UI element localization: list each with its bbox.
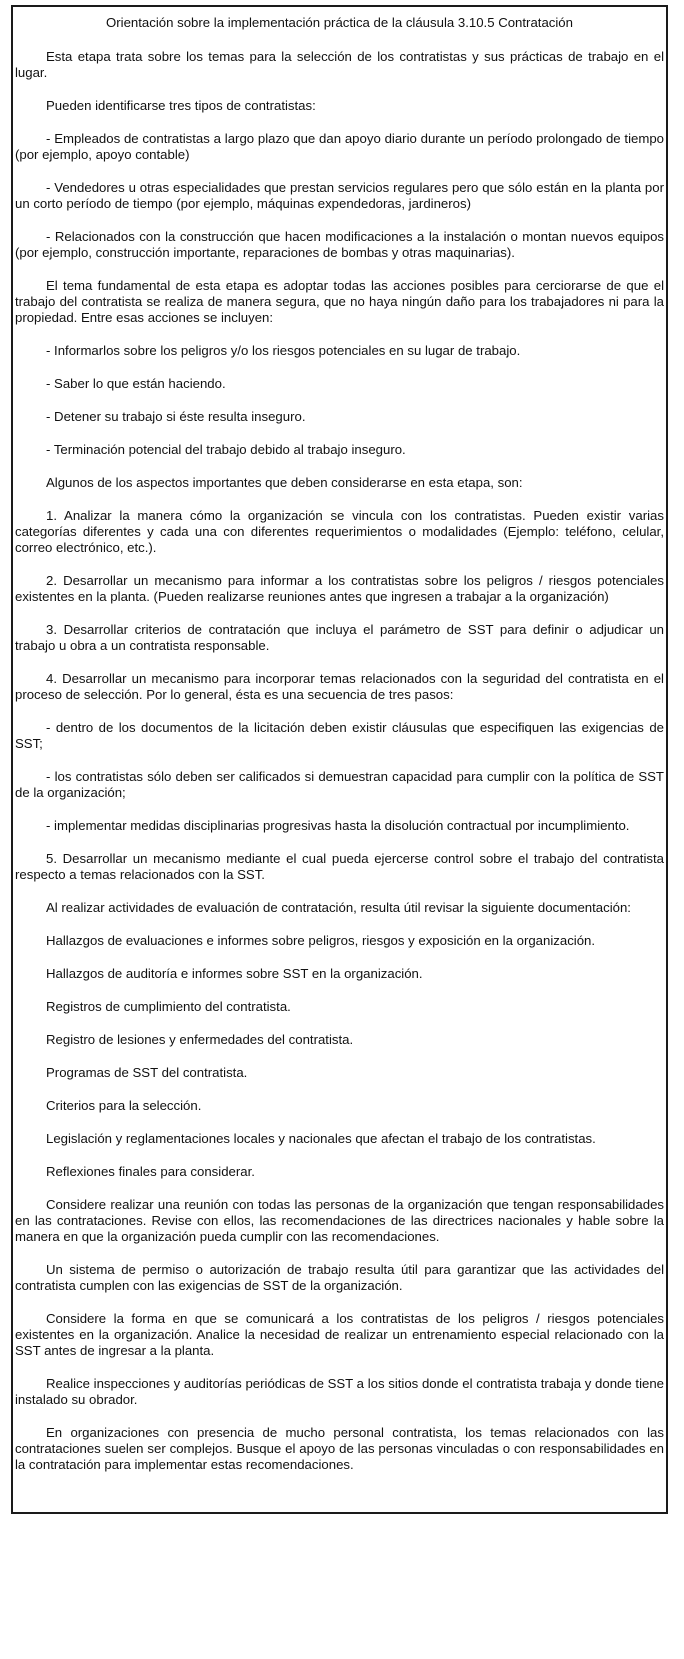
paragraph: Esta etapa trata sobre los temas para la selección de los contratistas y sus prácticas de trabajo en el lugar. bbox=[15, 49, 664, 80]
paragraph: - Relacionados con la construcción que hacen modificaciones a la instalación o montan nuevos equipos (por ejemplo, construcción importante, reparaciones de bombas y otras maquinarias). bbox=[15, 229, 664, 260]
paragraph: Un sistema de permiso o autorización de trabajo resulta útil para garantizar que las actividades del contratista cumplen con las exigencias de SST de la organización. bbox=[15, 1262, 664, 1293]
paragraph: - dentro de los documentos de la licitación deben existir cláusulas que especifiquen las exigencias de SST; bbox=[15, 720, 664, 751]
paragraph: - implementar medidas disciplinarias progresivas hasta la disolución contractual por incumplimiento. bbox=[46, 818, 630, 833]
paragraph: - Saber lo que están haciendo. bbox=[46, 376, 226, 391]
paragraph: Considere la forma en que se comunicará a los contratistas de los peligros / riesgos potenciales existentes en la organización. Analice la necesidad de realizar un entrenamiento especial relacionado con la SST antes de ingresar a la planta. bbox=[15, 1311, 664, 1358]
paragraph: - los contratistas sólo deben ser calificados si demuestran capacidad para cumplir con la política de SST de la organización; bbox=[15, 769, 664, 800]
paragraph: Al realizar actividades de evaluación de contratación, resulta útil revisar la siguiente documentación: bbox=[46, 900, 631, 915]
paragraph: Hallazgos de auditoría e informes sobre SST en la organización. bbox=[46, 966, 423, 981]
document-frame bbox=[11, 5, 668, 1514]
paragraph: Reflexiones finales para considerar. bbox=[46, 1164, 255, 1179]
paragraph: Legislación y reglamentaciones locales y nacionales que afectan el trabajo de los contratistas. bbox=[46, 1131, 596, 1146]
paragraph: 1. Analizar la manera cómo la organización se vincula con los contratistas. Pueden existir varias categorías diferentes y cada una con diferentes requerimientos o modalidades (Ejemplo: teléfono, celular, correo electrónico, etc.). bbox=[15, 508, 664, 555]
paragraph: - Detener su trabajo si éste resulta inseguro. bbox=[46, 409, 306, 424]
document-title: Orientación sobre la implementación práctica de la cláusula 3.10.5 Contratación bbox=[106, 15, 573, 30]
paragraph: 5. Desarrollar un mecanismo mediante el cual pueda ejercerse control sobre el trabajo del contratista respecto a temas relacionados con la SST. bbox=[15, 851, 664, 882]
paragraph: Criterios para la selección. bbox=[46, 1098, 202, 1113]
paragraph: Realice inspecciones y auditorías periódicas de SST a los sitios donde el contratista trabaja y donde tiene instalado su obrador. bbox=[15, 1376, 664, 1407]
paragraph: Hallazgos de evaluaciones e informes sobre peligros, riesgos y exposición en la organización. bbox=[46, 933, 596, 948]
paragraph: Algunos de los aspectos importantes que deben considerarse en esta etapa, son: bbox=[46, 475, 523, 490]
paragraph: - Vendedores u otras especialidades que prestan servicios regulares pero que sólo están en la planta por un corto período de tiempo (por ejemplo, máquinas expendedoras, jardineros) bbox=[15, 180, 664, 211]
paragraph: El tema fundamental de esta etapa es adoptar todas las acciones posibles para cerciorarse de que el trabajo del contratista se realiza de manera segura, que no haya ningún daño para los trabajadores ni para la propiedad. Entre esas acciones se incluyen: bbox=[15, 278, 664, 325]
paragraph: - Informarlos sobre los peligros y/o los riesgos potenciales en su lugar de trabajo. bbox=[46, 343, 521, 358]
paragraph: 4. Desarrollar un mecanismo para incorporar temas relacionados con la seguridad del contratista en el proceso de selección. Por lo general, ésta es una secuencia de tres pasos: bbox=[15, 671, 664, 702]
document-body bbox=[15, 49, 664, 1473]
paragraph: En organizaciones con presencia de mucho personal contratista, los temas relacionados con las contrataciones suelen ser complejos. Busque el apoyo de las personas vinculadas o con responsabilidades en la contratación para implementar estas recomendaciones. bbox=[15, 1425, 664, 1472]
paragraph: Considere realizar una reunión con todas las personas de la organización que tengan responsabilidades en las contrataciones. Revise con ellos, las recomendaciones de las directrices nacionales y hable sobre la manera en que la organización pueda cumplir con las recomendaciones. bbox=[15, 1197, 664, 1244]
paragraph: Registro de lesiones y enfermedades del contratista. bbox=[46, 1032, 354, 1047]
paragraph: - Empleados de contratistas a largo plazo que dan apoyo diario durante un período prolongado de tiempo (por ejemplo, apoyo contable) bbox=[15, 131, 664, 162]
paragraph: Pueden identificarse tres tipos de contratistas: bbox=[46, 98, 316, 113]
paragraph: Registros de cumplimiento del contratista. bbox=[46, 999, 291, 1014]
paragraph: Programas de SST del contratista. bbox=[46, 1065, 248, 1080]
paragraph: - Terminación potencial del trabajo debido al trabajo inseguro. bbox=[46, 442, 406, 457]
paragraph: 2. Desarrollar un mecanismo para informar a los contratistas sobre los peligros / riesgos potenciales existentes en la planta. (Pueden realizarse reuniones antes que ingresen a trabajar a la organización) bbox=[15, 573, 664, 604]
paragraph: 3. Desarrollar criterios de contratación que incluya el parámetro de SST para definir o adjudicar un trabajo u obra a un contratista responsable. bbox=[15, 622, 664, 653]
